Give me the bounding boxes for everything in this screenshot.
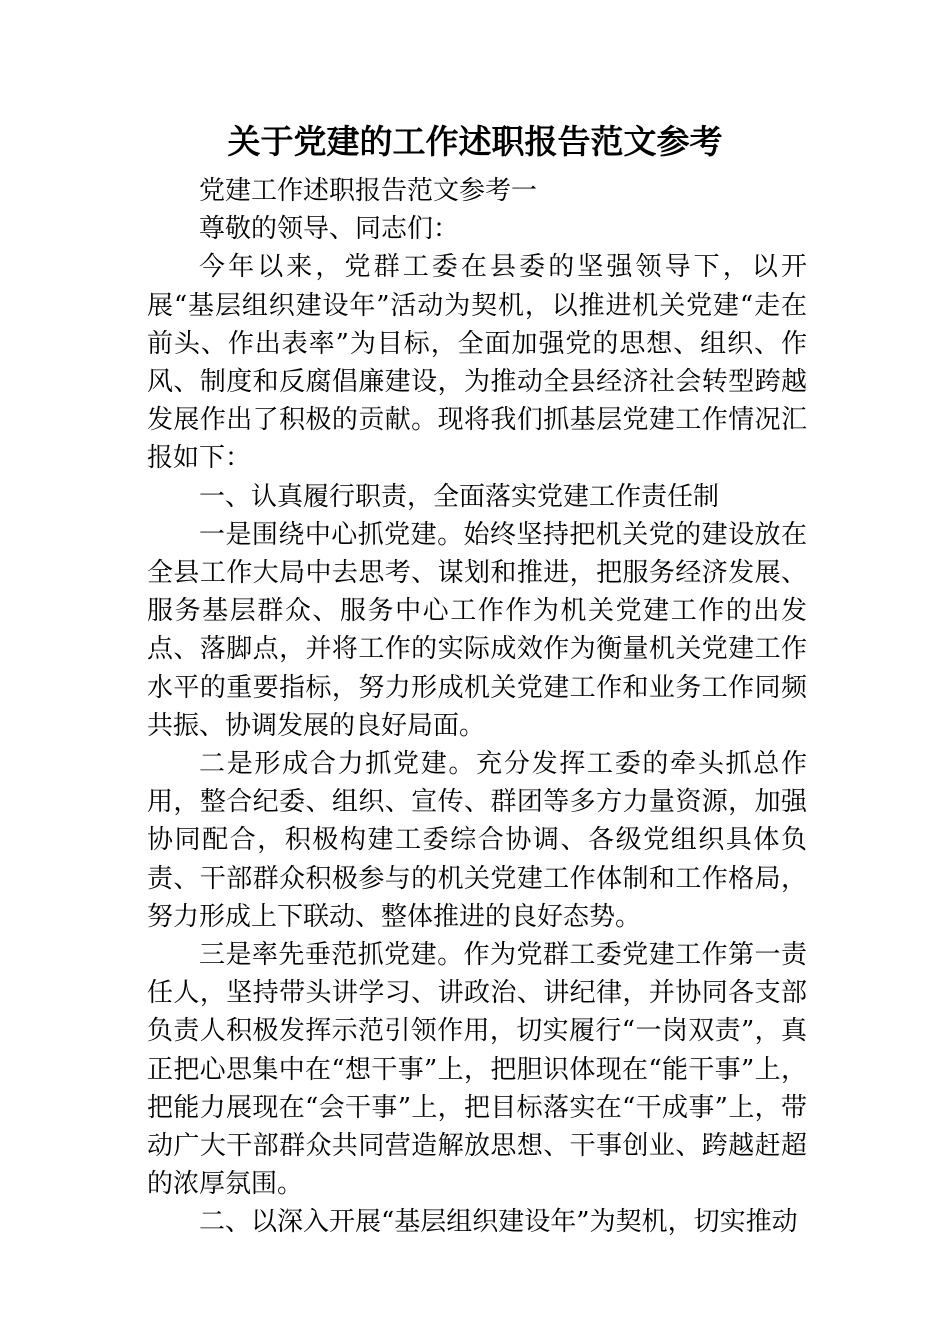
document-title: 关于党建的工作述职报告范文参考: [227, 122, 723, 161]
paragraph-subtitle: 党建工作述职报告范文参考一: [199, 176, 538, 206]
paragraph-point-3: 三是率先垂范抓党建。作为党群工委党建工作第一责任人，坚持带头讲学习、讲政治、讲纪律，并协同各支部负责人积极发挥示范引领作用，切实履行“一岗双责”，真正把心思集中在“想干事”上，把胆识体现在“能干事”上，把能力展现在“会干事”上，把目标落实在“干成事”上，带动广大干部群众共同营造解放思想、干事创业、跨越赶超的浓厚氛围。: [147, 940, 807, 1200]
section-heading-1: 一、认真履行职责，全面落实党建工作责任制: [199, 481, 720, 512]
document-body: [147, 172, 807, 1242]
paragraph-salutation: 尊敬的领导、同志们：: [199, 214, 460, 245]
paragraph-point-1: 一是围绕中心抓党建。始终坚持把机关党的建设放在全县工作大局中去思考、谋划和推进，把服务经济发展、服务基层群众、服务中心工作作为机关党建工作的出发点、落脚点，并将工作的实际成效作为衡量机关党建工作水平的重要指标，努力形成机关党建工作和业务工作同频共振、协调发展的良好局面。: [147, 519, 807, 741]
paragraph-point-2: 二是形成合力抓党建。充分发挥工委的牵头抓总作用，整合纪委、组织、宣传、群团等多方力量资源，加强协同配合，积极构建工委综合协调、各级党组织具体负责、干部群众积极参与的机关党建工作体制和工作格局，努力形成上下联动、整体推进的良好态势。: [147, 749, 807, 932]
section-heading-2: 二、以深入开展“基层组织建设年”为契机，切实推动: [199, 1207, 798, 1238]
paragraph-intro: 今年以来，党群工委在县委的坚强领导下，以开展“基层组织建设年”活动为契机，以推进机关党建“走在前头、作出表率”为目标，全面加强党的思想、组织、作风、制度和反腐倡廉建设，为推动全县经济社会转型跨越发展作出了积极的贡献。现将我们抓基层党建工作情况汇报如下：: [147, 252, 807, 474]
